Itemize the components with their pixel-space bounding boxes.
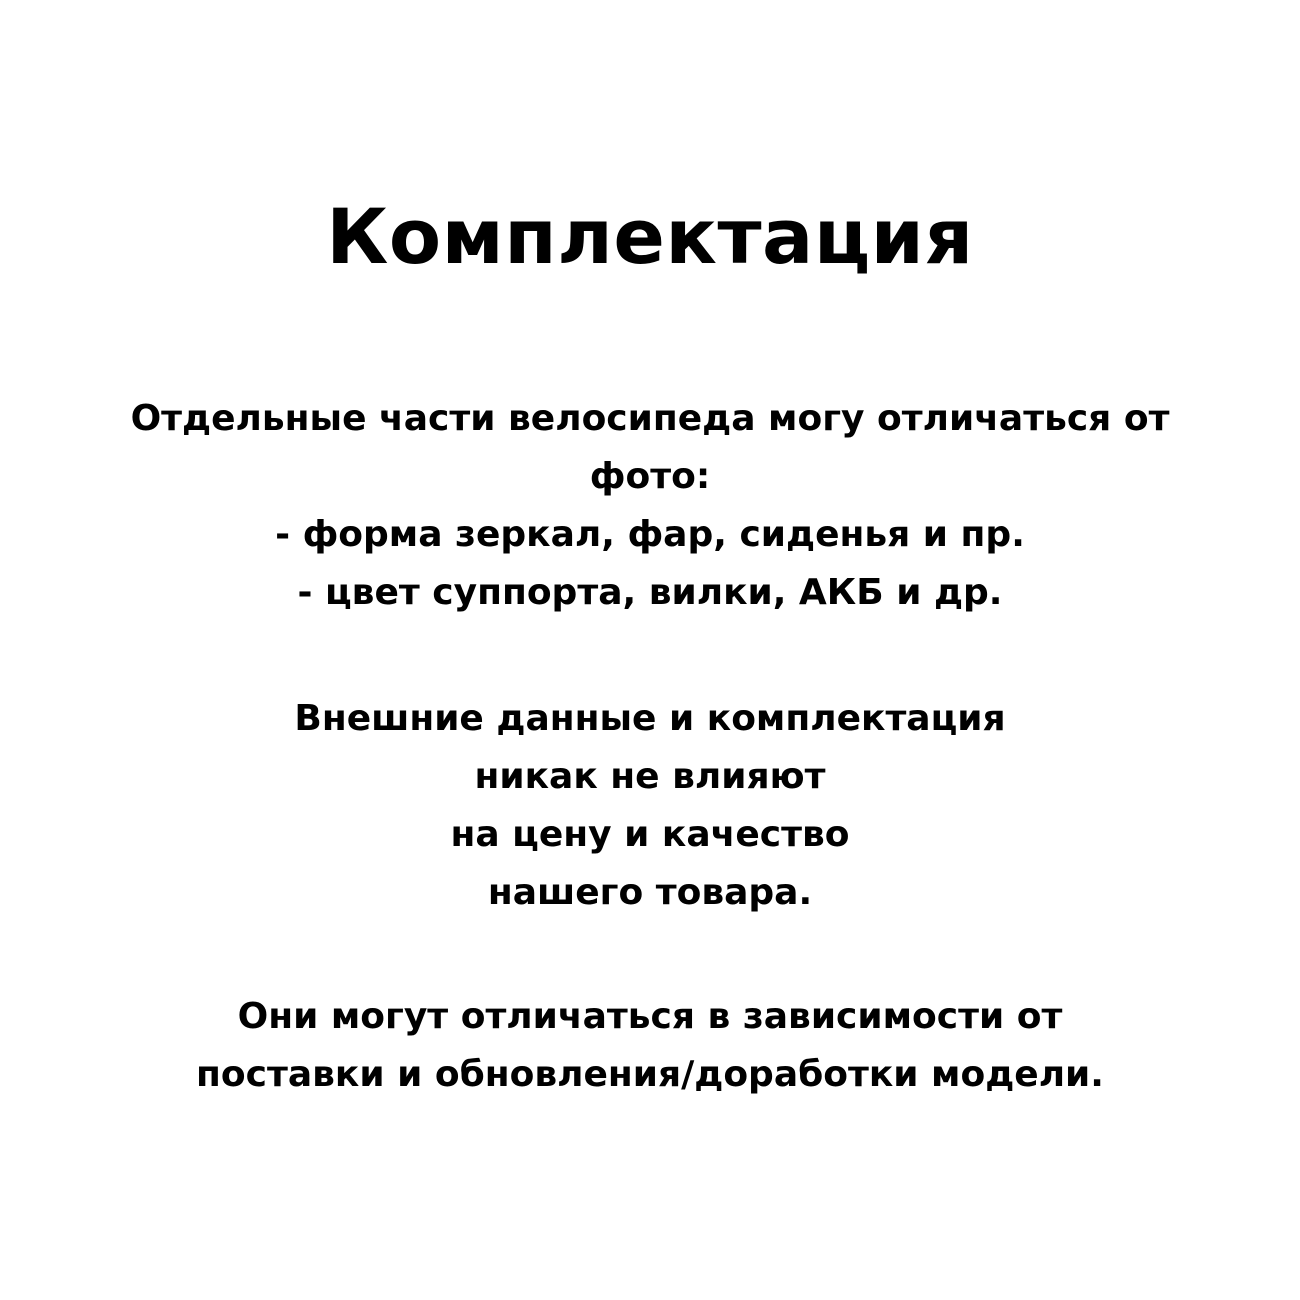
quality-note-line: нашего товара.	[487, 872, 813, 913]
supply-note-line: Они могут отличаться в зависимости от	[237, 996, 1063, 1037]
quality-note-line: на цену и качество	[450, 814, 850, 855]
quality-note-line: Внешние данные и комплектация	[294, 698, 1006, 739]
difference-note-line: фото:	[589, 456, 711, 497]
quality-note	[0, 690, 1300, 922]
supply-note	[0, 988, 1300, 1104]
difference-note	[0, 390, 1300, 622]
quality-note-line: никак не влияют	[474, 756, 826, 797]
difference-note-line: - форма зеркал, фар, сиденья и пр.	[275, 514, 1025, 555]
difference-note-line: Отдельные части велосипеда могу отличаться от	[130, 398, 1170, 439]
difference-note-line: - цвет суппорта, вилки, АКБ и др.	[297, 572, 1003, 613]
page-title: Комплектация	[326, 192, 974, 281]
supply-note-line: поставки и обновления/доработки модели.	[196, 1054, 1104, 1095]
